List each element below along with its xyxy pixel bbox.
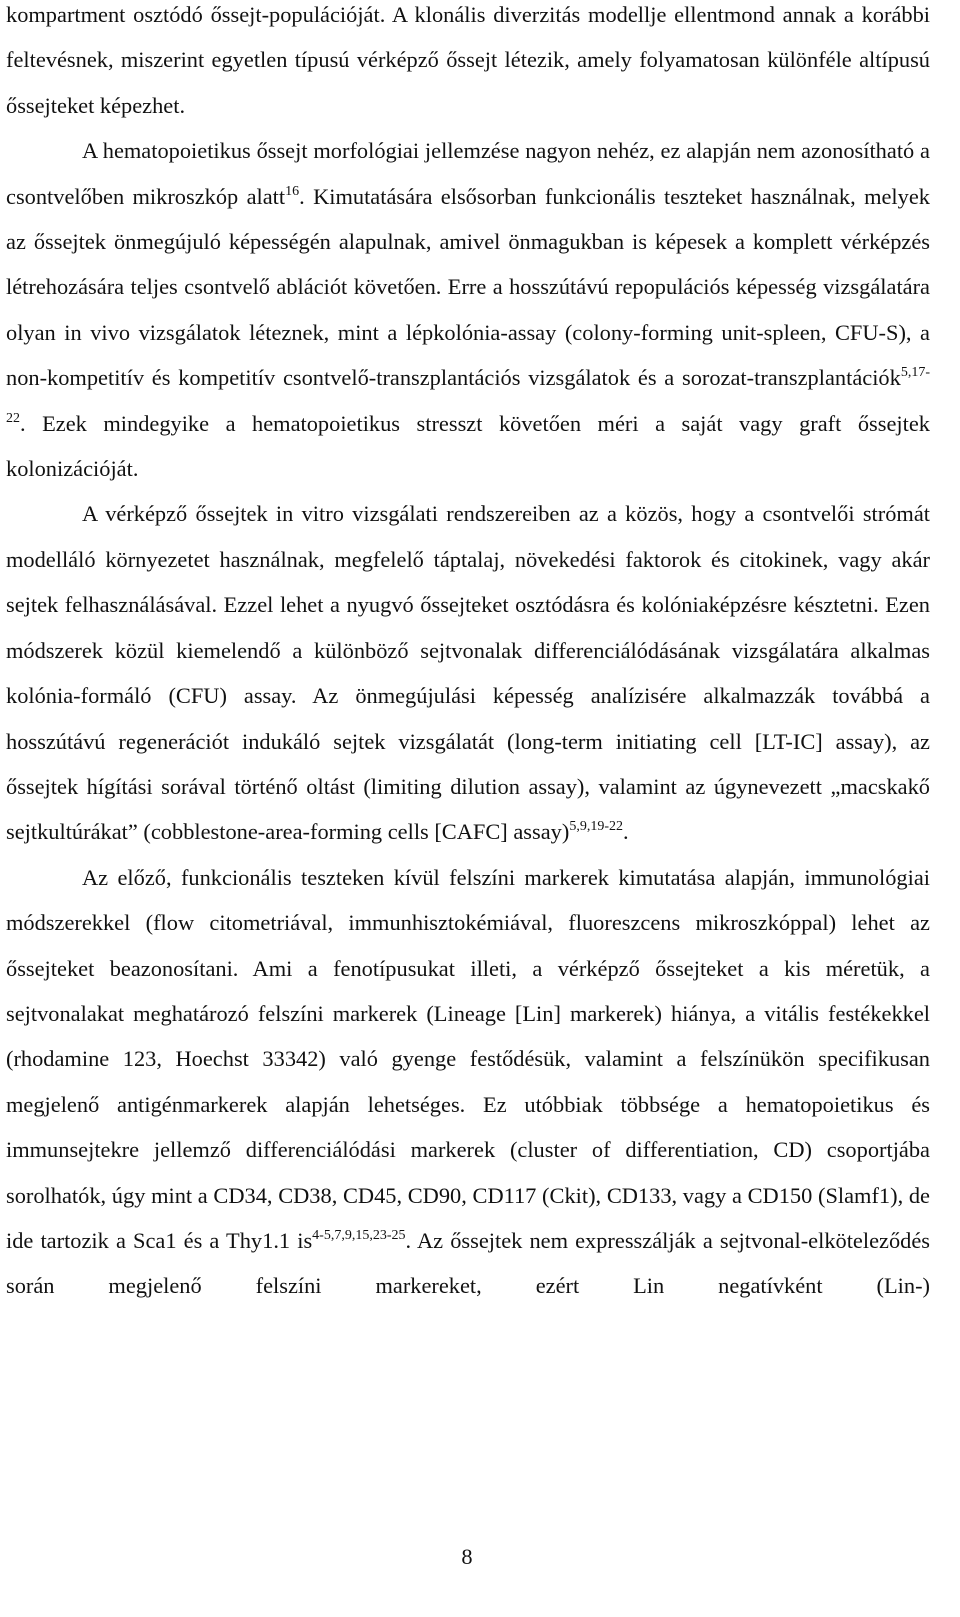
page-number: 8 bbox=[461, 1544, 473, 1569]
paragraph-1-text: kompartment osztódó őssejt-populációját. A klonális diverzitás modellje ellentmond annak a korábbi feltevésnek, miszerint egyetlen típusú vérképző őssejt létezik, amely folyamatosan különféle altípusú őssejteket képezhet. bbox=[6, 2, 930, 118]
paragraph-2-text-b: . Kimutatására elsősorban funkcionális teszteket használnak, melyek az őssejtek önmegújuló képességén alapulnak, amivel önmagukban is képesek a komplett vérképzés létrehozására teljes csontvelő ablációt követően. Erre a hosszútávú repopulációs képesség vizsgálatára olyan in vivo vizsgálatok léteznek, mint a lépkolónia-assay (colony-forming unit-spleen, CFU-S), a non-kompetitív és kompetitív csontvelő-transzplantációs vizsgálatok és a sorozat-transzplantációk bbox=[6, 183, 930, 391]
body-text bbox=[6, 0, 930, 1309]
citation-superscript: 5,17-22 bbox=[6, 365, 930, 426]
paragraph-4 bbox=[6, 855, 930, 1309]
paragraph-3-text-a: A vérképző őssejtek in vitro vizsgálati rendszereiben az a közös, hogy a csontvelői strómát modelláló környezetet használnak, megfelelő táptalaj, növekedési faktorok és citokinek, vagy akár sejtek felhasználásával. Ezzel lehet a nyugvó őssejteket osztódásra és kolóniaképzésre késztetni. Ezen módszerek közül kiemelendő a különböző sejtvonalak differenciálódásának vizsgálatára alkalmas kolónia-formáló (CFU) assay. Az önmegújulási képesség analízisére alkalmazzák továbbá a hosszútávú regenerációt indukáló sejtek vizsgálatát (long-term initiating cell [LT-IC] assay), az őssejtek hígítási sorával történő oltást (limiting dilution assay), valamint az úgynevezett „macskakő sejtkultúrákat” (cobblestone-area-forming cells [CAFC] assay) bbox=[6, 501, 930, 845]
citation-superscript: 4-5,7,9,15,23-25 bbox=[312, 1227, 406, 1243]
paragraph-2-text-a: A hematopoietikus őssejt morfológiai jellemzése nagyon nehéz, ez alapján nem azonosítható a csontvelőben mikroszkóp alatt bbox=[6, 138, 930, 209]
paragraph-4-text-a: Az előző, funkcionális teszteken kívül felszíni markerek kimutatása alapján, immunológiai módszerekkel (flow citometriával, immunhisztokémiával, fluoreszcens mikroszkóppal) lehet az őssejteket beazonosítani. Ami a fenotípusukat illeti, a vérképző őssejteket a kis méretük, a sejtvonalakat meghatározó felszíni markerek (Lineage [Lin] markerek) hiánya, a vitális festékekkel (rhodamine 123, Hoechst 33342) való gyenge festődésük, valamint a felszínükön specifikusan megjelenő antigénmarkerek alapján lehetséges. Ez utóbbiak többsége a hematopoietikus és immunsejtekre jellemző differenciálódási markerek (cluster of differentiation, CD) csoportjába sorolhatók, úgy mint a CD34, CD38, CD45, CD90, CD117 (Ckit), CD133, vagy a CD150 (Slamf1), de ide tartozik a Sca1 és a Thy1.1 is bbox=[6, 864, 930, 1253]
paragraph-2 bbox=[6, 128, 930, 491]
paragraph-3-text-b: . bbox=[622, 819, 629, 845]
paragraph-1 bbox=[6, 0, 930, 128]
citation-superscript: 16 bbox=[285, 183, 300, 199]
paragraph-3 bbox=[6, 491, 930, 854]
paragraph-4-text-b: . Az őssejtek nem expresszálják a sejtvonal-elköteleződés során megjelenő felszíni markereket, ezért Lin negatívként (Lin-) bbox=[6, 1227, 931, 1299]
citation-superscript: 5,9,19-22 bbox=[569, 819, 623, 835]
paragraph-2-text-c: . Ezek mindegyike a hematopoietikus stresszt követően méri a saját vagy graft őssejtek kolonizációját. bbox=[6, 410, 930, 482]
